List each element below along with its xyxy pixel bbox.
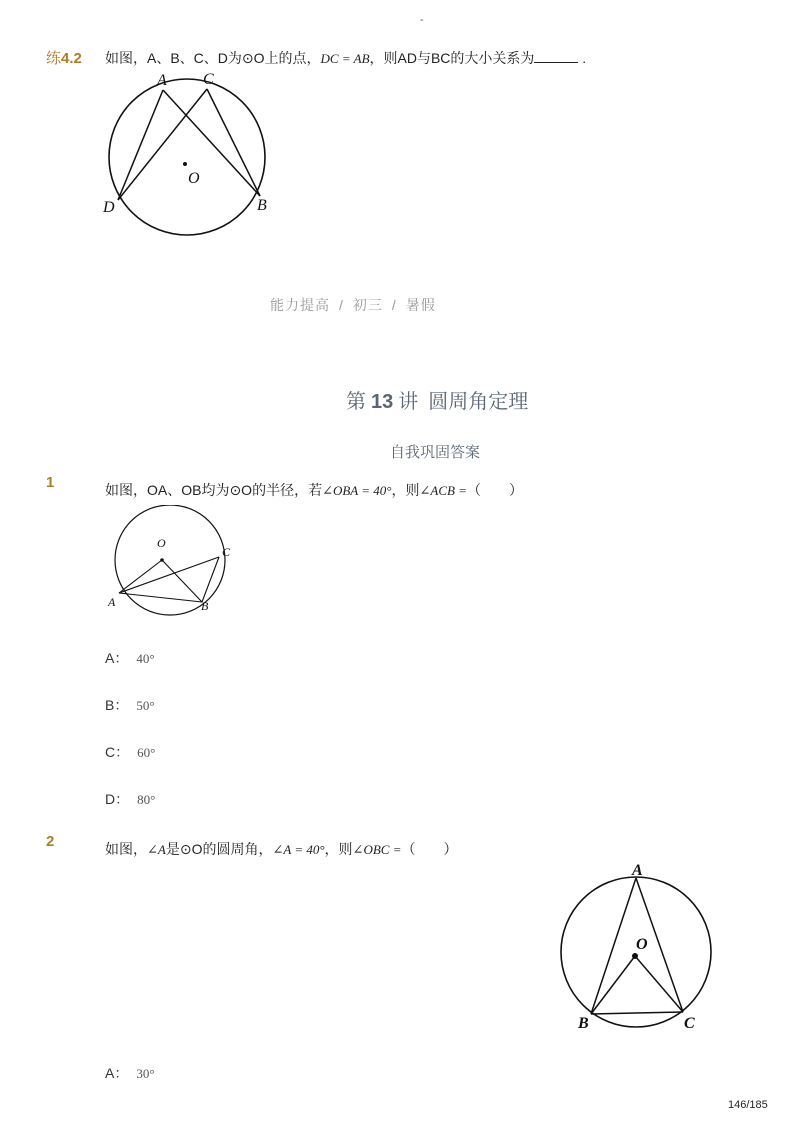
option-value: 80° — [137, 792, 156, 807]
q2-text-before: 如图， — [105, 841, 147, 857]
center-point — [160, 558, 164, 562]
breadcrumb-item-3: 暑假 — [405, 297, 436, 313]
q1-option-c[interactable] — [105, 742, 155, 762]
center-point — [632, 953, 638, 959]
option-letter: C： — [105, 744, 130, 760]
q1-math-1: ∠OBA = 40° — [322, 483, 392, 498]
center-point — [183, 162, 187, 166]
option-value: 60° — [137, 745, 156, 760]
breadcrumb-separator: / — [339, 297, 344, 313]
option-value: 30° — [136, 1066, 155, 1081]
circle-o — [109, 79, 265, 235]
q2-math-2: ∠A = 40° — [272, 842, 325, 857]
label-c: C — [222, 545, 231, 559]
label-d: D — [103, 199, 115, 216]
q2-text-mid-2: ，则 — [324, 841, 353, 857]
exercise-text-after: ，则AD与BC的大小关系为 — [369, 50, 535, 66]
breadcrumb-item-1: 能力提高 — [270, 297, 330, 313]
q2-math-1: ∠A — [147, 842, 166, 857]
radius-ob — [591, 956, 635, 1014]
lecture-prefix: 第 — [346, 391, 366, 413]
label-a: A — [157, 72, 167, 89]
exercise-math: DC = AB — [320, 51, 370, 66]
section-title: 自我巩固答案 — [390, 445, 481, 461]
q1-option-b[interactable] — [105, 695, 155, 715]
q2-text-mid-1: 是⊙O的圆周角， — [165, 841, 273, 857]
chord-bc — [591, 1012, 683, 1014]
exercise-text-before: 如图，A、B、C、D为⊙O上的点， — [105, 50, 321, 66]
radius-oa — [119, 560, 162, 593]
q1-option-d[interactable] — [105, 789, 155, 809]
exercise-number — [46, 47, 82, 68]
figure-question-1 — [102, 505, 242, 617]
exercise-prefix: 练 — [46, 50, 62, 67]
exercise-text — [105, 48, 586, 68]
label-b: B — [201, 599, 209, 613]
answer-blank — [534, 50, 578, 63]
option-letter: B： — [105, 697, 129, 713]
lecture-topic: 圆周角定理 — [428, 391, 529, 413]
question-1-number: 1 — [46, 474, 55, 491]
question-2-text — [105, 839, 457, 859]
label-c: C — [684, 1015, 695, 1032]
option-letter: D： — [105, 791, 130, 807]
lecture-suffix: 讲 — [398, 391, 419, 413]
q1-text-before: 如图，OA、OB均为⊙O的半径，若 — [105, 482, 323, 498]
exercise-text-end: . — [578, 50, 587, 66]
figure-exercise-circle — [100, 68, 280, 248]
q2-option-a[interactable] — [105, 1063, 155, 1083]
figure-question-2 — [555, 858, 720, 1036]
label-b: B — [578, 1015, 589, 1032]
question-2-number: 2 — [46, 833, 55, 850]
option-letter: A： — [105, 650, 129, 666]
question-1-text — [105, 480, 523, 500]
chord-ad — [118, 90, 163, 200]
chord-ab — [591, 878, 636, 1014]
label-c: C — [203, 71, 214, 88]
chord-cb — [202, 557, 219, 602]
option-value: 50° — [136, 698, 155, 713]
q1-math-2: ∠ACB = — [419, 483, 467, 498]
chord-ab — [119, 593, 202, 602]
exercise-number-value: 4.2 — [61, 50, 82, 67]
q1-text-mid: ，则 — [391, 482, 420, 498]
lecture-title — [346, 385, 528, 414]
option-value: 40° — [136, 651, 155, 666]
chord-ac — [119, 557, 219, 593]
breadcrumb-item-2: 初三 — [352, 297, 383, 313]
label-o: O — [188, 170, 200, 187]
label-o: O — [636, 936, 648, 953]
breadcrumb-separator: / — [391, 297, 397, 313]
label-a: A — [632, 862, 643, 879]
page-number: 146/185 — [728, 1099, 768, 1111]
option-letter: A： — [105, 1065, 129, 1081]
q2-math-3: ∠OBC = — [352, 842, 402, 857]
label-a: A — [108, 595, 116, 609]
q1-text-after: （ ） — [466, 482, 523, 498]
lecture-number: 13 — [371, 391, 394, 413]
top-mark: - — [420, 14, 424, 26]
q2-text-after: （ ） — [401, 841, 458, 857]
chord-cb — [207, 89, 260, 196]
q1-option-a[interactable] — [105, 648, 155, 668]
radius-oc — [635, 956, 683, 1012]
label-b: B — [257, 197, 267, 214]
breadcrumb — [270, 295, 436, 315]
radius-ob — [162, 560, 202, 602]
label-o: O — [157, 536, 166, 550]
